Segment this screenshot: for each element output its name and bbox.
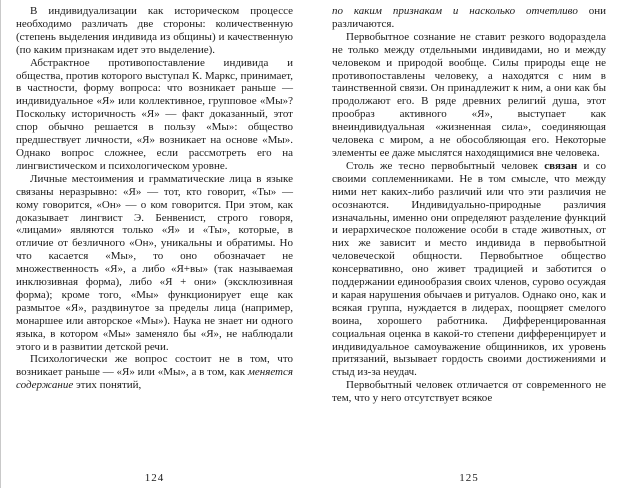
paragraph bbox=[16, 5, 293, 57]
page-right bbox=[310, 0, 620, 488]
paragraph bbox=[332, 160, 606, 379]
text-segment: Личные местоимения и грамматические лица в языке связаны неразрывно: «Я» — тот, кто говорит, «Ты» — кому говорится, «Он» — о ком говорится. При этом, как доказывает лингвист Э. Бенвенист, строго говоря, «лицами» являются только «Я» и «Ты», которые, в отличие от безличного «Он», уникальны и обратимы. Но что касается «Мы», то оно обозначает не множественность «Я», а либо «Я+вы» (так называемая инклюзивная форма), либо «Я + они» (эксклюзивная форма); кроме того, «Мы» функционирует еще как размытое «Я», раздвинутое за пределы лица (например, монаршее или авторское «Мы»). Наука не знает ни одного языка, в котором «Мы» заменяло бы «Я», не наблюдали этого и в развитии детской речи. bbox=[16, 172, 293, 353]
paragraph bbox=[332, 379, 606, 405]
text-segment: связан bbox=[544, 159, 578, 172]
text-segment: этих понятий, bbox=[73, 379, 142, 392]
text-segment: Столь же тесно первобытный человек bbox=[346, 159, 545, 172]
text-segment: и со своими соплеменниками. Не в том смысле, что между ними нет каких-либо различий или что эти различия не осознаются. Индивидуально-природные различия изначальны, именно они определяют разделение функций и иерархическое положение особи в стаде животных, от них же зависит и место индивида в первобытной человеческой общности. Первобытное общество консервативно, оно живет традицией и заботится о поддержании единообразия своих членов, сурово осуждая и карая нарушения обычаев и ритуалов. Однако оно, как и всякая группа, нуждается в лидерах, поощряет смелого воина, хорошего работника. Дифференцированная социальная оценка в какой-то степени дифференцирует и индивидуальное самоуважение общинников, их уровень притязаний, вызывает гордость своими достижениями и стыд из-за неудач. bbox=[332, 159, 606, 379]
scan-edge-left bbox=[0, 0, 1, 488]
page-right-text bbox=[332, 5, 606, 469]
paragraph bbox=[332, 31, 606, 160]
text-segment: они различаются. bbox=[332, 5, 607, 30]
paragraph bbox=[332, 5, 606, 31]
paragraph bbox=[16, 353, 293, 392]
paragraph bbox=[16, 173, 293, 354]
page-left-text bbox=[16, 5, 293, 469]
text-segment: Психологически же вопрос состоит не в том, что возникает раньше — «Я» или «Мы», а в том, как bbox=[16, 353, 293, 379]
text-segment: по каким признакам и насколько отчетливо bbox=[332, 5, 578, 17]
text-segment: В индивидуализации как историческом процессе необходимо различать две стороны: количественную (степень выделения индивида из общины) и качественную (по каким признакам идет это выделение). bbox=[16, 5, 293, 56]
text-segment: Первобытный человек отличается от современного не тем, что у него отсутствует всякое bbox=[332, 379, 606, 405]
text-segment: меняется содержание bbox=[16, 366, 293, 392]
page-right-number: 125 bbox=[459, 472, 479, 484]
text-segment: Абстрактное противопоставление индивида и общества, против которого выступал К. Маркс, принимает, в частности, форму вопроса: что возникает раньше — индивидуальное «Я» или коллективное, групповое «Мы»? Поскольку историчность «Я» — факт доказанный, этот спор обычно решается в пользу «Мы»: общество предшествует личности, «Я» возникает на основе «Мы». Однако вопрос сложнее, если рассмотреть его на лингвистическом и психологическом уровне. bbox=[16, 56, 293, 172]
page-left-number: 124 bbox=[144, 472, 165, 484]
paragraph bbox=[16, 57, 293, 173]
text-segment: Первобытное сознание не ставит резкого водораздела не только между отдельными индивидами, но и между человеком и природой вообще. Силы природы еще не противопоставлены человеку, а находятся с ним в таинственной связи. Он принадлежит к ним, а они как бы продолжают его. В ряде древних религий душа, этот прообраз активного «Я», выступает как внеиндивидуальная «жизненная сила», соединяющая человека с миром, а не обособляющая его. Некоторые элементы ее даже мыслятся находящимися вне человека. bbox=[332, 30, 606, 159]
